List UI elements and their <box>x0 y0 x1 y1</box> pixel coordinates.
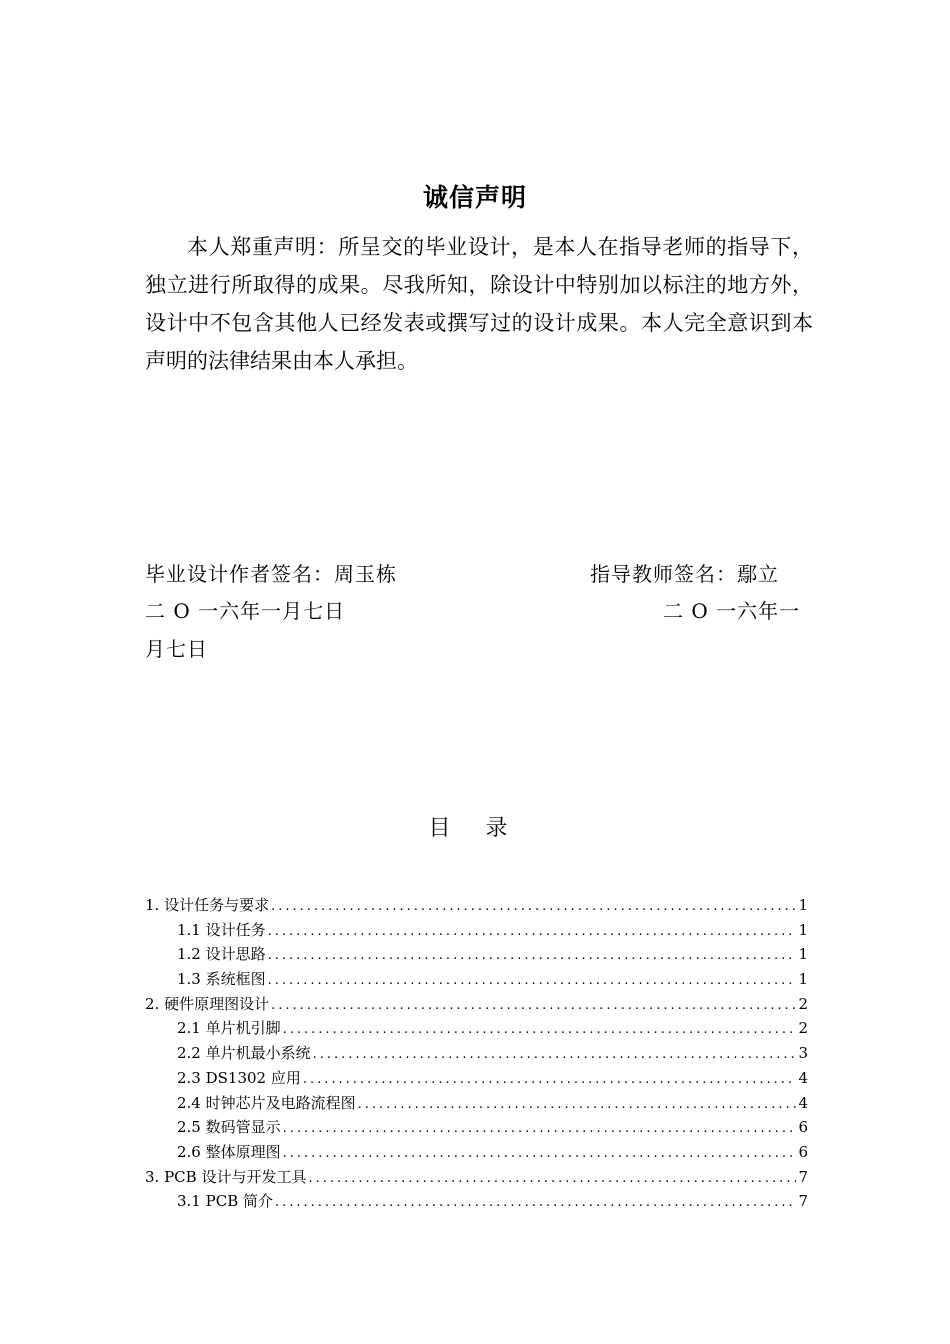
toc-leader-dots <box>271 895 796 920</box>
author-date: 二 O 一六年一月七日 <box>145 599 346 623</box>
toc-entry-label: 2.3 DS1302 应用 <box>177 1068 301 1087</box>
toc-leader-dots <box>358 1093 797 1118</box>
toc-entry-label: 3.1 PCB 简介 <box>177 1192 273 1211</box>
toc-entry-page-number: 4 <box>798 1068 808 1087</box>
toc-entry-page-number: 2 <box>798 1019 808 1038</box>
toc-entry-label: 2.6 整体原理图 <box>177 1142 281 1161</box>
toc-entry[interactable] <box>145 1091 808 1116</box>
toc-leader-dots <box>283 1117 797 1142</box>
toc-entry-page-number: 2 <box>798 994 808 1013</box>
toc-entry-label: 2.2 单片机最小系统 <box>177 1044 311 1063</box>
toc-entry-label: 1.1 设计任务 <box>177 920 266 939</box>
toc-entry-label: 2.1 单片机引脚 <box>177 1019 281 1038</box>
advisor-signature: 指导教师签名：鄢立 <box>590 562 779 586</box>
toc-entry-page-number: 4 <box>798 1093 808 1112</box>
toc-leader-dots <box>308 1167 796 1192</box>
toc-entry[interactable] <box>145 918 808 943</box>
toc-entry[interactable] <box>145 1189 808 1214</box>
toc-entry[interactable] <box>145 1165 808 1190</box>
toc-entry-page-number: 1 <box>798 945 808 964</box>
toc-entry-label: 2.5 数码管显示 <box>177 1118 281 1137</box>
toc-leader-dots <box>268 969 797 994</box>
toc-entry[interactable] <box>145 1066 808 1091</box>
advisor-date: 二 O 一六年一 <box>663 599 801 623</box>
toc-title: 目 录 <box>428 816 522 841</box>
toc-entry[interactable] <box>145 992 808 1017</box>
toc-entry-label: 2. 硬件原理图设计 <box>145 994 270 1013</box>
toc-leader-dots <box>313 1043 797 1068</box>
toc-leader-dots <box>268 944 797 969</box>
toc-entry[interactable] <box>145 1140 808 1165</box>
toc-leader-dots <box>283 1018 797 1043</box>
toc-entry[interactable] <box>145 893 808 918</box>
toc-entry-page-number: 1 <box>798 970 808 989</box>
toc-entry[interactable] <box>145 1016 808 1041</box>
toc-entry-label: 1. 设计任务与要求 <box>145 896 270 914</box>
toc-entry-label: 2.4 时钟芯片及电路流程图 <box>177 1093 356 1112</box>
toc-entry[interactable] <box>145 967 808 992</box>
toc-entry-page-number: 3 <box>798 1044 808 1063</box>
toc-entry[interactable] <box>145 942 808 967</box>
toc-entry[interactable] <box>145 1115 808 1140</box>
advisor-date-continuation: 月七日 <box>145 637 208 661</box>
toc-entry-page-number: 6 <box>798 1118 808 1137</box>
toc-leader-dots <box>268 920 797 945</box>
toc-leader-dots <box>303 1068 797 1093</box>
toc-entry-page-number: 7 <box>798 1192 808 1211</box>
declaration-body: 本人郑重声明：所呈交的毕业设计，是本人在指导老师的指导下，独立进行所取得的成果。尽我所知，除设计中特别加以标注的地方外，设计中不包含其他人已经发表或撰写过的设计成果。本人完全意识到本声明的法律结果由本人承担。 <box>145 235 813 373</box>
toc-entry-label: 1.2 设计思路 <box>177 945 266 964</box>
toc-entry-label: 3. PCB 设计与开发工具 <box>145 1167 307 1186</box>
author-signature: 毕业设计作者签名：周玉栋 <box>145 562 397 586</box>
toc-leader-dots <box>271 994 796 1019</box>
toc-entry-page-number: 1 <box>798 920 808 939</box>
toc-leader-dots <box>283 1142 797 1167</box>
toc-entry-page-number: 1 <box>798 896 808 914</box>
toc-entry-page-number: 7 <box>798 1167 808 1186</box>
declaration-title: 诚信声明 <box>422 183 527 212</box>
table-of-contents <box>145 893 808 1214</box>
toc-entry-label: 1.3 系统框图 <box>177 970 266 989</box>
toc-leader-dots <box>275 1191 796 1216</box>
toc-entry-page-number: 6 <box>798 1142 808 1161</box>
toc-entry[interactable] <box>145 1041 808 1066</box>
